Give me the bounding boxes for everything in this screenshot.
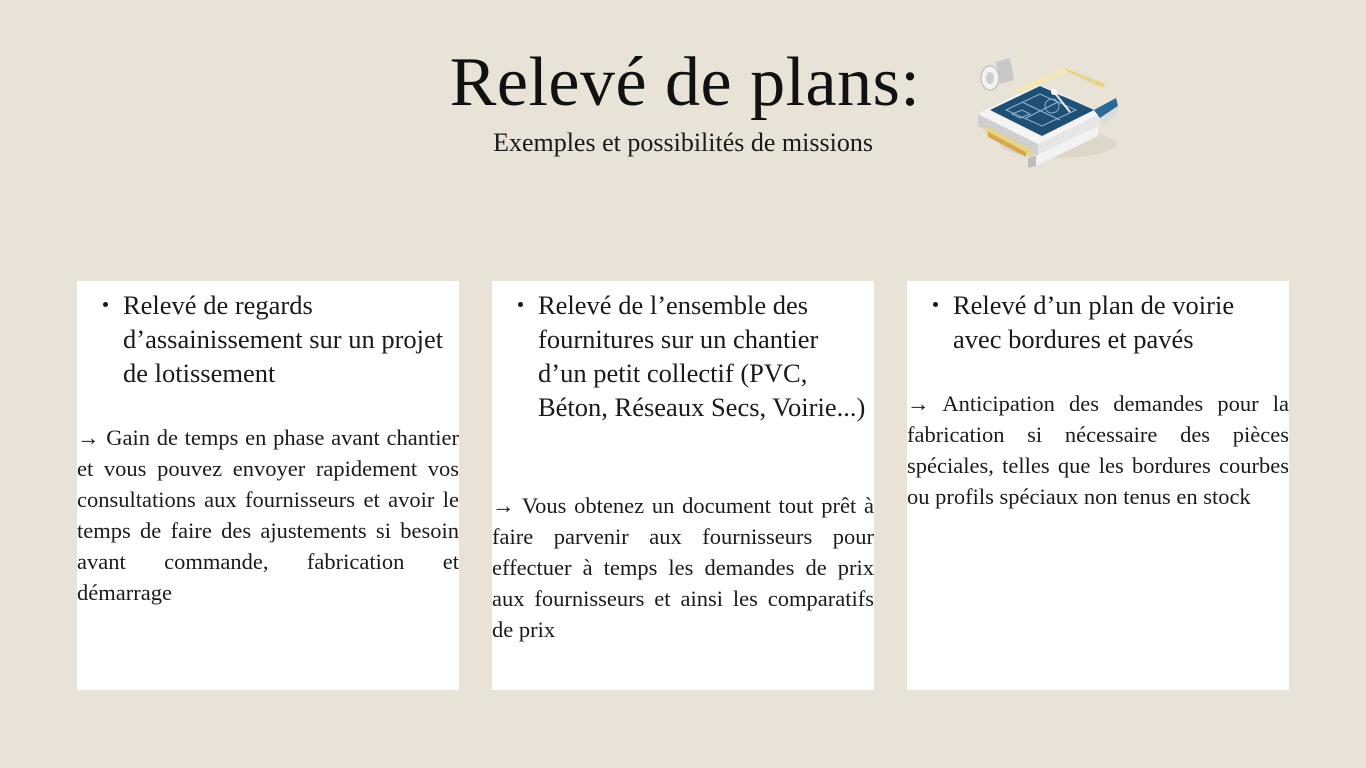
mission-card-1 — [77, 281, 459, 690]
page-subtitle: Exemples et possibilités de missions — [493, 128, 873, 157]
card-body: → Anticipation des demandes pour la fabrication si nécessaire des pièces spéciales, telles que les bordures courbes ou profils spéciaux non tenus en stock — [907, 391, 1289, 509]
bullet-icon — [518, 302, 523, 307]
page-title: Relevé de plans: — [449, 44, 921, 121]
bullet-icon — [933, 302, 938, 307]
card-heading: Relevé de l’ensemble des fournitures sur un chantier d’un petit collectif (PVC, Béton, Réseaux Secs, Voirie...) — [538, 290, 866, 422]
mission-card-2 — [492, 281, 874, 690]
card-heading: Relevé d’un plan de voirie avec bordures et pavés — [953, 290, 1235, 354]
mission-card-3 — [907, 281, 1289, 690]
card-heading: Relevé de regards d’assainissement sur un projet de lotissement — [123, 290, 444, 388]
card-body: → Vous obtenez un document tout prêt à faire parvenir aux fournisseurs pour effectuer à temps les demandes de prix aux fournisseurs et ainsi les comparatifs de prix — [492, 493, 874, 642]
bullet-icon — [103, 302, 108, 307]
card-body: → Gain de temps en phase avant chantier et vous pouvez envoyer rapidement vos consultations aux fournisseurs et avoir le temps de faire des ajustements si besoin avant commande, fabrication et démarrage — [77, 425, 459, 605]
blueprint-isometric-icon — [966, 40, 1128, 170]
